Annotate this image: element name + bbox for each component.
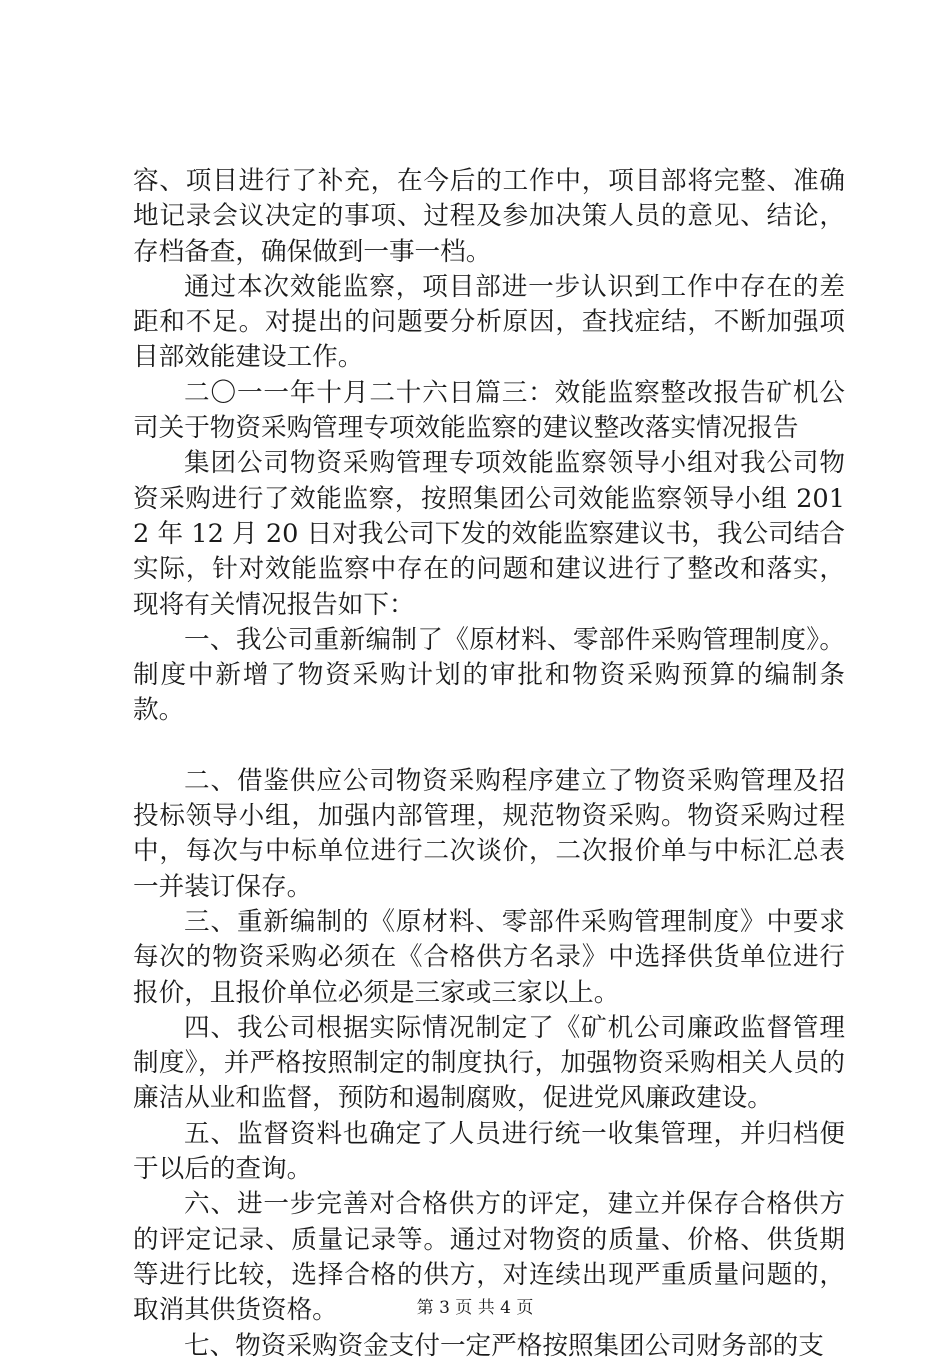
paragraph: 二、借鉴供应公司物资采购程序建立了物资采购管理及招投标领导小组，加强内部管理，规范物资采购。物资采购过程中，每次与中标单位进行二次谈价，二次报价单与中标汇总表一并装订保存。 [133,765,845,902]
paragraph: 六、进一步完善对合格供方的评定，建立并保存合格供方的评定记录、质量记录等。通过对物资的质量、价格、供货期等进行比较，选择合格的供方，对连续出现严重质量问题的，取消其供货资格。 [133,1189,845,1326]
paragraph: 三、重新编制的《原材料、零部件采购管理制度》中要求每次的物资采购必须在《合格供方名录》中选择供货单位进行报价，且报价单位必须是三家或三家以上。 [133,906,845,1008]
paragraph: 一、我公司重新编制了《原材料、零部件采购管理制度》。制度中新增了物资采购计划的审批和物资采购预算的编制条款。 [133,624,845,726]
page-footer: 第 3 页 共 4 页 [416,1298,534,1318]
paragraph: 集团公司物资采购管理专项效能监察领导小组对我公司物资采购进行了效能监察，按照集团公司效能监察领导小组 2012 年 12 月 20 日对我公司下发的效能监察建议书，我公司结合实际，针对效能监察中存在的问题和建议进行了整改和落实，现将有关情况报告如下： [133,448,845,620]
paragraph-heading: 二〇一一年十月二十六日篇三：效能监察整改报告矿机公司关于物资采购管理专项效能监察的建议整改落实情况报告 [133,377,845,444]
paragraph: 七、物资采购资金支付一定严格按照集团公司财务部的支 [184,1330,824,1361]
paragraph: 五、监督资料也确定了人员进行统一收集管理，并归档便于以后的查询。 [133,1118,845,1185]
document-body [133,164,845,1364]
paragraph: 四、我公司根据实际情况制定了《矿机公司廉政监督管理制度》，并严格按照制定的制度执行，加强物资采购相关人员的廉洁从业和监督，预防和遏制腐败，促进党风廉政建设。 [133,1012,845,1114]
paragraph-continuation: 容、项目进行了补充，在今后的工作中，项目部将完整、准确地记录会议决定的事项、过程及参加决策人员的意见、结论，存档备查，确保做到一事一档。 [133,166,845,267]
paragraph: 通过本次效能监察，项目部进一步认识到工作中存在的差距和不足。对提出的问题要分析原因，查找症结，不断加强项目部效能建设工作。 [133,271,845,373]
